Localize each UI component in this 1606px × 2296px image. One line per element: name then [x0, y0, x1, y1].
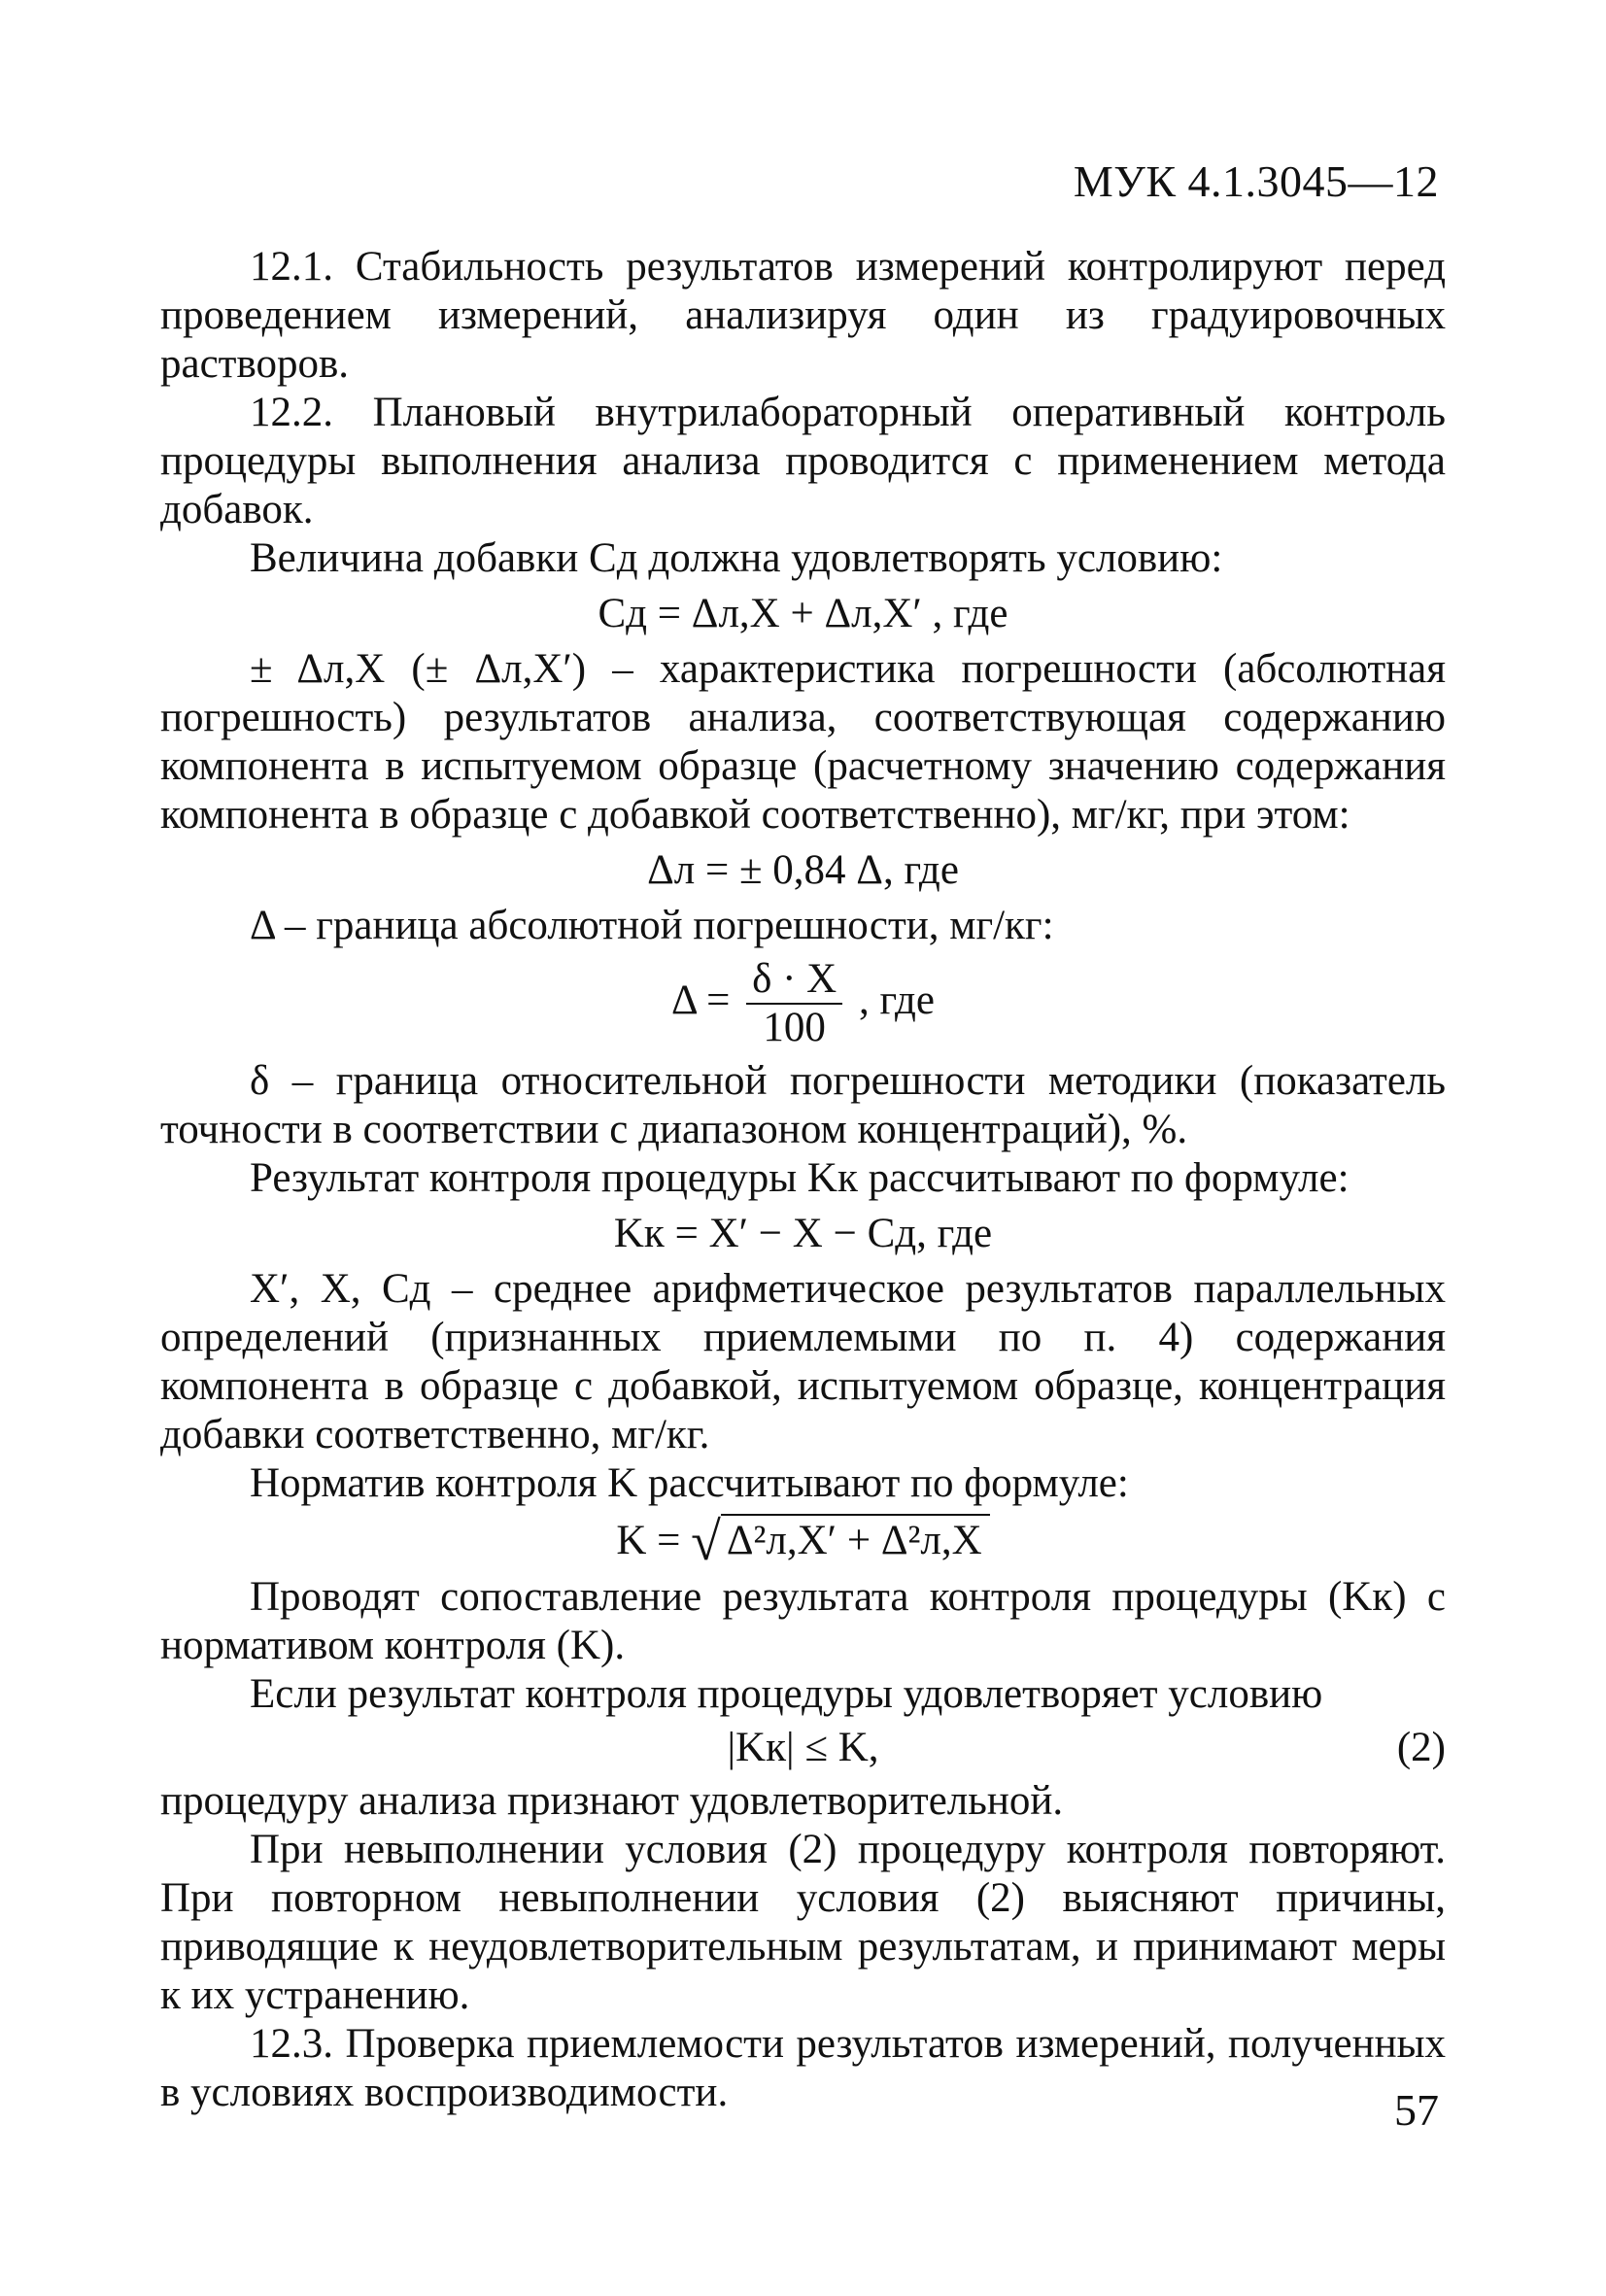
square-root-icon: √ — [691, 1512, 721, 1572]
fraction-numerator: δ · X — [746, 956, 842, 1005]
paragraph: Если результат контроля процедуры удовлетворяет условию — [250, 1671, 1323, 1717]
fraction — [746, 956, 842, 1051]
paragraph: δ – граница относительной погрешности методики (показатель точности в соответствии с диапазоном концентраций), %. — [160, 1058, 1446, 1152]
formula-tail: , где — [858, 977, 935, 1023]
document-body — [160, 243, 1446, 2117]
paragraph: процедуру анализа признают удовлетворительной. — [160, 1778, 1064, 1824]
formula-delta-fraction — [160, 956, 1446, 1051]
formula-condition — [160, 1723, 1446, 1773]
paragraph: 12.2. Плановый внутрилабораторный оперативный контроль процедуры выполнения анализа проводится с применением метода добавок. — [160, 390, 1446, 532]
fraction-denominator: 100 — [763, 1005, 826, 1050]
paragraph: Δ – граница абсолютной погрешности, мг/кг: — [250, 903, 1054, 948]
formula-additive: Cд = Δл,X + Δл,X′ , где — [598, 591, 1008, 636]
document-code: МУК 4.1.3045—12 — [1073, 156, 1439, 206]
formula-lhs: Δ = — [671, 977, 731, 1023]
formula-k-norm — [160, 1512, 1446, 1572]
formula-kk: Kк = X′ − X − Cд, где — [613, 1211, 993, 1256]
paragraph: X′, X, Cд – среднее арифметическое результатов параллельных определений (признанных приемлемыми по п. 4) содержания компонента в образце с добавкой, испытуемом образце, концентрация добавки соответственно, мг/кг. — [160, 1266, 1446, 1457]
paragraph: Норматив контроля K рассчитывают по формуле: — [250, 1460, 1129, 1506]
formula-body: |Kк| ≤ K, — [727, 1725, 879, 1770]
paragraph: Результат контроля процедуры Kк рассчитывают по формуле: — [250, 1155, 1350, 1201]
page-number: 57 — [1394, 2085, 1439, 2135]
paragraph: Проводят сопоставление результата контроля процедуры (Kк) с нормативом контроля (K). — [160, 1574, 1446, 1668]
paragraph: 12.3. Проверка приемлемости результатов измерений, полученных в условиях воспроизводимости. — [160, 2021, 1446, 2115]
radicand: Δ²л,X′ + Δ²л,X — [721, 1514, 990, 1564]
formula-delta-l: Δл = ± 0,84 Δ, где — [647, 847, 959, 893]
paragraph: ± Δл,X (± Δл,X′) – характеристика погрешности (абсолютная погрешность) результатов анализа, соответствующая содержанию компонента в испытуемом образце (расчетному значению содержания компонента в образце с добавкой соответственно), мг/кг, при этом: — [160, 646, 1446, 838]
paragraph: 12.1. Стабильность результатов измерений контролируют перед проведением измерений, анализируя один из градуировочных растворов. — [160, 244, 1446, 387]
paragraph: Величина добавки Cд должна удовлетворять условию: — [250, 535, 1223, 581]
equation-number: (2) — [1396, 1725, 1446, 1770]
formula-lhs: K = — [616, 1518, 681, 1563]
paragraph: При невыполнении условия (2) процедуру контроля повторяют. При повторном невыполнении условия (2) выясняют причины, приводящие к неудовлетворительным результатам, и принимают меры к их устранению. — [160, 1827, 1446, 2018]
